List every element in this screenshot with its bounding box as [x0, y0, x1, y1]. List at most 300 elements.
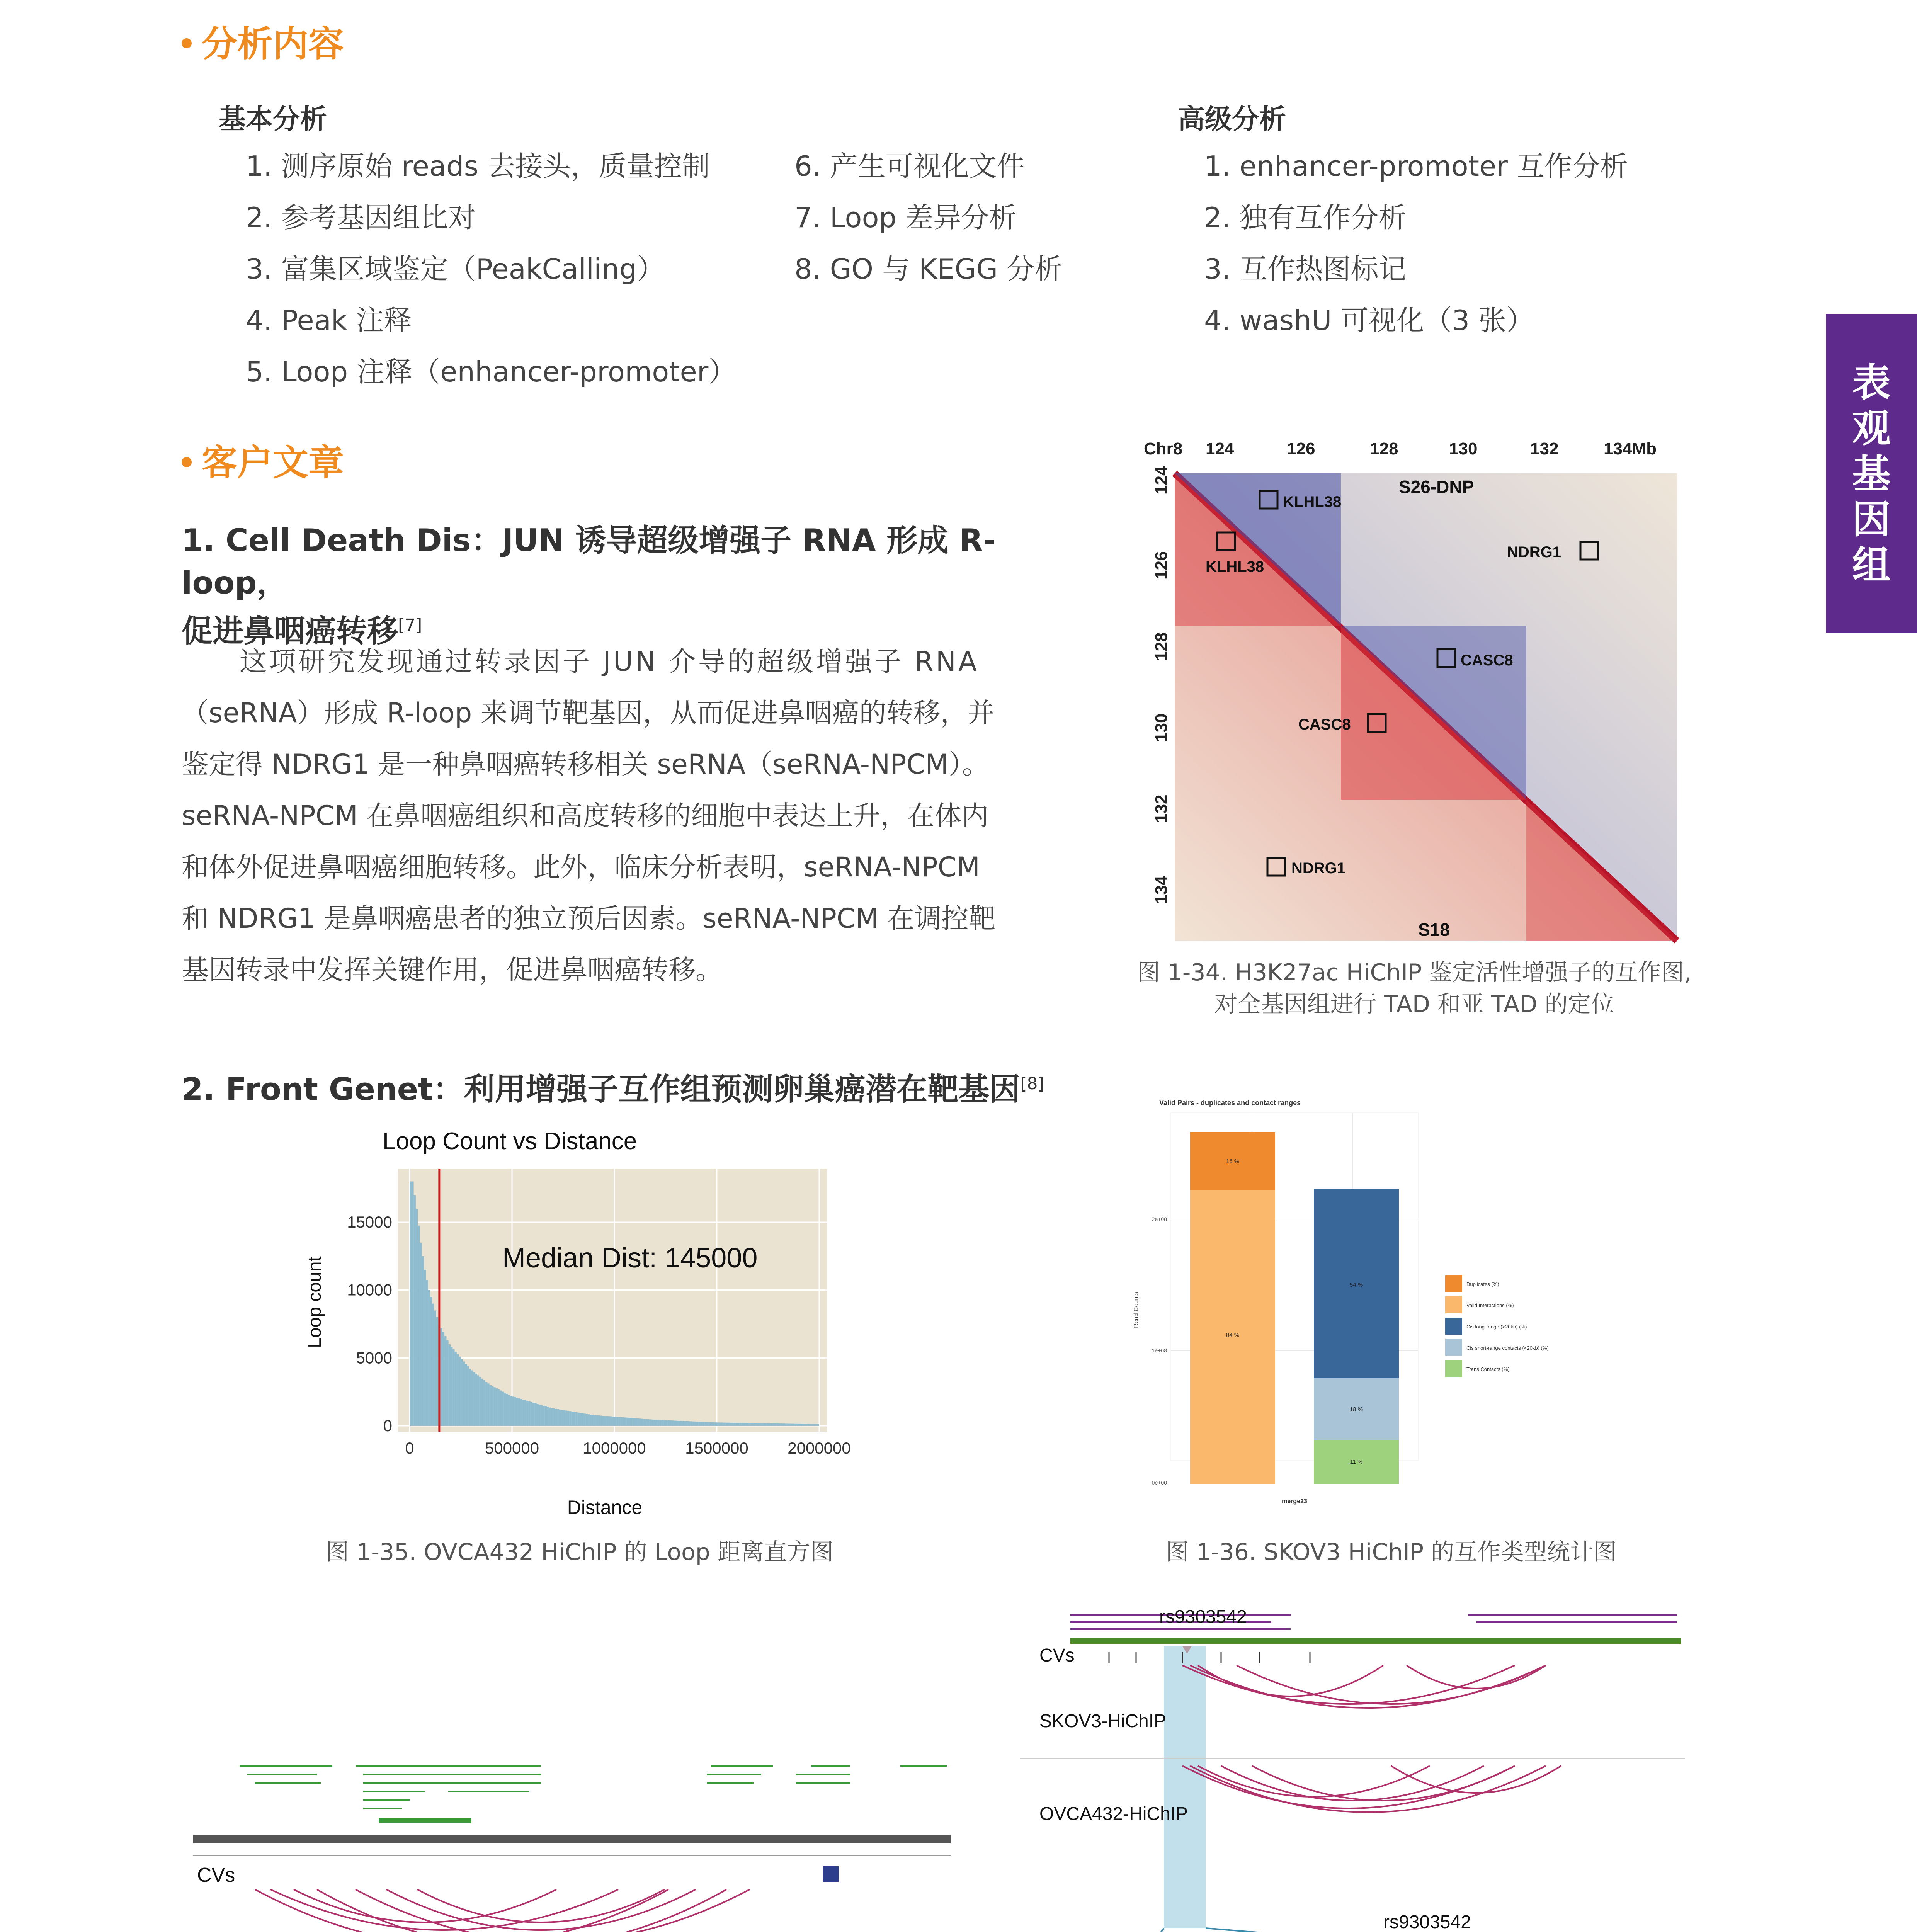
y-axis-label: Loop count [304, 1256, 325, 1348]
list-item: 6. 产生可视化文件 [794, 150, 1025, 182]
histogram-bar [485, 1382, 487, 1426]
histogram-bar [510, 1396, 512, 1426]
svg-text:0e+00: 0e+00 [1152, 1480, 1167, 1486]
histogram-bar [539, 1405, 541, 1426]
track-label-ovca432: OVCA432-HiChIP [1039, 1804, 1188, 1824]
histogram-bar [487, 1383, 489, 1426]
histogram-bar [623, 1417, 624, 1426]
histogram-bar [449, 1344, 451, 1426]
histogram-bar [670, 1420, 672, 1426]
histogram-bar [414, 1195, 416, 1426]
histogram-bar [475, 1374, 477, 1426]
svg-text:1e+08: 1e+08 [1152, 1347, 1167, 1354]
histogram-bar [794, 1424, 796, 1426]
histogram-bar [584, 1413, 586, 1426]
histogram-bar [801, 1424, 803, 1426]
svg-text:Chr8: Chr8 [1144, 439, 1183, 458]
histogram-bar [721, 1422, 723, 1426]
bullet-dot [182, 38, 192, 48]
histogram-bar [698, 1422, 700, 1426]
highlight-region [1164, 1646, 1206, 1928]
histogram-bar [580, 1413, 582, 1426]
histogram-bar [422, 1256, 424, 1426]
svg-text:124: 124 [1206, 439, 1234, 458]
histogram-bar [688, 1421, 690, 1426]
histogram-bar [789, 1424, 791, 1426]
histogram-bar [711, 1422, 713, 1426]
histogram-bar [645, 1419, 647, 1426]
histogram-bar [782, 1423, 784, 1426]
figure-1-35-caption: 图 1-35. OVCA432 HiChIP 的 Loop 距离直方图 [326, 1539, 833, 1566]
y-tick-labels [1152, 1216, 1167, 1486]
histogram-bar [709, 1422, 711, 1426]
histogram-bar [676, 1421, 678, 1426]
bar-label: 54 % [1349, 1282, 1363, 1288]
histogram-bar [604, 1416, 606, 1426]
histogram-bar [606, 1416, 608, 1426]
histogram-bar [575, 1412, 577, 1426]
histogram-bar [748, 1423, 750, 1426]
histogram-bar [594, 1415, 596, 1426]
histogram-bar [508, 1395, 510, 1426]
histogram-bar [559, 1410, 561, 1426]
histogram-bar [602, 1416, 604, 1426]
ovca432-loops [1182, 1766, 1561, 1812]
histogram-bar [608, 1416, 610, 1426]
histogram-bar [481, 1379, 483, 1426]
histogram-bar [479, 1377, 481, 1426]
histogram-bar [610, 1417, 612, 1426]
histogram-bar [690, 1421, 692, 1426]
histogram-bar [598, 1415, 600, 1426]
histogram-bar [762, 1423, 764, 1426]
y-tick-label: 5000 [356, 1349, 392, 1367]
basic-list-col1 [246, 141, 736, 398]
histogram-bar [682, 1421, 684, 1426]
histogram-bar [627, 1418, 629, 1426]
histogram-bar [719, 1422, 721, 1426]
histogram-bar [549, 1408, 551, 1426]
histogram-bar [467, 1366, 469, 1426]
legend [1445, 1275, 1549, 1377]
list-item: 5. Loop 注释（enhancer-promoter） [246, 355, 737, 388]
svg-text:CASC8: CASC8 [1298, 716, 1351, 733]
histogram-bar [416, 1209, 418, 1426]
histogram-bar [420, 1243, 422, 1426]
histogram-bar [473, 1372, 475, 1426]
histogram-bar [612, 1417, 614, 1426]
histogram-bar [436, 1317, 438, 1426]
svg-text:126: 126 [1287, 439, 1315, 458]
histogram-bar [459, 1357, 461, 1426]
histogram-bar [745, 1423, 747, 1426]
svg-text:130: 130 [1449, 439, 1478, 458]
histogram-bar [641, 1419, 643, 1426]
svg-text:NDRG1: NDRG1 [1291, 860, 1346, 877]
lower-sample-label: S18 [1418, 920, 1450, 940]
list-item: 1. 测序原始 reads 去接头，质量控制 [246, 150, 710, 182]
svg-text:NDRG1: NDRG1 [1507, 544, 1561, 561]
histogram-bar [516, 1398, 518, 1426]
histogram-bar [735, 1423, 737, 1426]
svg-text:128: 128 [1370, 439, 1398, 458]
histogram-bar [493, 1387, 495, 1426]
histogram-bar [764, 1423, 766, 1426]
histogram-bar [756, 1423, 758, 1426]
bar-label: 16 % [1226, 1158, 1240, 1165]
histogram-bar [784, 1423, 786, 1426]
histogram-bar [531, 1402, 532, 1426]
histogram-bar [743, 1423, 745, 1426]
histogram-bar [660, 1420, 662, 1426]
histogram-bar [541, 1405, 543, 1426]
histogram-bar [776, 1423, 778, 1426]
y-tick-labels [347, 1213, 392, 1435]
histogram-bar [703, 1422, 704, 1426]
histogram-bar [619, 1417, 621, 1426]
histogram-bar [704, 1422, 706, 1426]
chart-title: Valid Pairs - duplicates and contact ranges [1159, 1099, 1301, 1107]
list-item: 2. 参考基因组比对 [246, 201, 476, 234]
histogram-bar [545, 1406, 547, 1426]
reference-mark: [7] [398, 616, 422, 635]
histogram-bar [502, 1391, 504, 1426]
histogram-bar [500, 1391, 502, 1426]
histogram-bar [573, 1412, 575, 1426]
histogram-bar [426, 1280, 428, 1426]
histogram-bar [596, 1415, 598, 1426]
histogram-bar [791, 1424, 793, 1426]
figure-1-34-heatmap [1140, 440, 1689, 958]
histogram-bar [629, 1418, 631, 1426]
histogram-bar [412, 1182, 413, 1426]
histogram-bar [723, 1423, 725, 1426]
histogram-bar [635, 1418, 637, 1426]
histogram-bar [696, 1422, 698, 1426]
histogram-bar [686, 1421, 688, 1426]
svg-text:Valid Interactions (%): Valid Interactions (%) [1466, 1303, 1514, 1308]
svg-text:Trans Contacts (%): Trans Contacts (%) [1466, 1366, 1510, 1372]
histogram-bar [772, 1423, 774, 1426]
list-item: 4. washU 可视化（3 张） [1204, 304, 1534, 337]
histogram-bar [441, 1328, 442, 1426]
histogram-bar [451, 1347, 452, 1426]
histogram-bar [752, 1423, 754, 1426]
advanced-analysis-heading: 高级分析 [1178, 103, 1286, 135]
svg-text:132: 132 [1152, 794, 1171, 823]
histogram-bar [461, 1359, 463, 1426]
histogram-bar [465, 1364, 467, 1426]
histogram-bar [666, 1420, 668, 1426]
histogram-bar [471, 1371, 473, 1426]
svg-text:Duplicates (%): Duplicates (%) [1466, 1281, 1499, 1287]
basic-analysis-heading: 基本分析 [219, 103, 327, 135]
histogram-bar [469, 1369, 471, 1426]
histogram-bar [600, 1416, 602, 1426]
histogram-bar [742, 1423, 743, 1426]
side-tab-epigenome: 表 观 基 因 组 [1826, 314, 1917, 633]
histogram-bar [524, 1400, 526, 1426]
histogram-bar [588, 1414, 590, 1426]
histogram-bar [809, 1424, 811, 1426]
skov3-loops [255, 1889, 750, 1932]
histogram-bar [410, 1182, 412, 1426]
y-tick-label: 10000 [347, 1281, 392, 1299]
histogram-bar [432, 1304, 434, 1426]
histogram-bar [733, 1423, 735, 1426]
histogram-bar [729, 1423, 731, 1426]
histogram-bar [512, 1396, 514, 1426]
histogram-bar [813, 1424, 815, 1426]
histogram-bar [452, 1349, 454, 1426]
histogram-bar [496, 1388, 498, 1426]
histogram-bar [707, 1422, 709, 1426]
histogram-bar [504, 1393, 506, 1426]
histogram-bar [430, 1297, 432, 1426]
bar-label: 11 % [1350, 1459, 1363, 1465]
histogram-bar [532, 1403, 534, 1426]
histogram-bar [760, 1423, 762, 1426]
list-item: 1. enhancer-promoter 互作分析 [1204, 150, 1628, 182]
histogram-bar [551, 1408, 553, 1426]
histogram-bar [428, 1290, 430, 1426]
svg-text:Cis short-range contacts (<20k: Cis short-range contacts (<20kb) (%) [1466, 1345, 1549, 1351]
bar-label: 18 % [1349, 1406, 1363, 1413]
histogram-bar [483, 1380, 485, 1426]
histogram-bar [805, 1424, 807, 1426]
histogram-bar [621, 1417, 623, 1426]
snp-label: rs9303542 [1159, 1607, 1247, 1627]
x-tick-label: 0 [405, 1439, 414, 1457]
histogram-bar [557, 1409, 559, 1426]
histogram-bar [807, 1424, 809, 1426]
histogram-bar [786, 1423, 788, 1426]
histogram-bar [424, 1270, 426, 1426]
list-item: 4. Peak 注释 [246, 304, 412, 337]
svg-text:130: 130 [1152, 713, 1171, 742]
histogram-bar [616, 1417, 618, 1426]
list-item: 2. 独有互作分析 [1204, 201, 1407, 234]
section-title-articles: 客户文章 [182, 434, 344, 485]
histogram-bar [637, 1418, 639, 1426]
svg-text:2e+08: 2e+08 [1152, 1216, 1167, 1222]
top-axis-labels [1144, 439, 1657, 458]
svg-text:132: 132 [1530, 439, 1559, 458]
histogram-bar [514, 1397, 516, 1426]
histogram-bar [651, 1420, 653, 1426]
cvs-marks [1109, 1652, 1310, 1663]
figure-1-35-histogram [286, 1124, 851, 1530]
histogram-bar [555, 1409, 557, 1426]
histogram-bar [434, 1310, 436, 1426]
histogram-bar [649, 1419, 651, 1426]
histogram-bar [492, 1386, 493, 1426]
histogram-bar [694, 1422, 696, 1426]
y-tick-label: 15000 [347, 1213, 392, 1231]
track-label-skov3: SKOV3-HiChIP [1039, 1711, 1167, 1731]
histogram-bar [567, 1411, 569, 1426]
histogram-bar [797, 1424, 799, 1426]
histogram-bar [444, 1336, 446, 1426]
section-title-analysis: 分析内容 [182, 15, 344, 66]
histogram-bar [815, 1424, 817, 1426]
svg-text:134Mb: 134Mb [1604, 439, 1657, 458]
histogram-bar [713, 1422, 714, 1426]
histogram-bar [653, 1420, 655, 1426]
median-annotation: Median Dist: 145000 [502, 1243, 758, 1274]
histogram-bar [684, 1421, 686, 1426]
histogram-bar [569, 1411, 571, 1426]
x-tick-label: 1500000 [685, 1439, 748, 1457]
y-axis-label: Read Counts [1133, 1292, 1140, 1328]
histogram-bar [522, 1400, 524, 1426]
histogram-bar [528, 1401, 530, 1426]
histogram-bar [418, 1226, 420, 1426]
histogram-bar [672, 1420, 674, 1426]
histogram-bar [717, 1422, 719, 1426]
histogram-bar [643, 1419, 645, 1426]
histogram-bar [537, 1404, 539, 1426]
x-axis-label: Distance [567, 1497, 643, 1518]
figure-1-38-browser [1020, 1604, 1685, 1932]
histogram-bar [662, 1420, 663, 1426]
histogram-bar [803, 1424, 805, 1426]
histogram-bar [639, 1418, 641, 1426]
histogram-bar [614, 1417, 616, 1426]
article1-title: 1. Cell Death Dis：JUN 诱导超级增强子 RNA 形成 R-loop， 促进鼻咽癌转移[7] [182, 522, 996, 649]
histogram-bar [766, 1423, 768, 1426]
histogram-bar [678, 1421, 680, 1426]
histogram-bar [565, 1410, 567, 1426]
advanced-list [1204, 141, 1628, 346]
histogram-bar [572, 1412, 573, 1426]
histogram-bar [774, 1423, 776, 1426]
svg-text:KLHL38: KLHL38 [1283, 493, 1342, 510]
bullet-dot [182, 457, 192, 467]
svg-text:CASC8: CASC8 [1461, 652, 1513, 669]
histogram-bar [731, 1423, 733, 1426]
x-tick-label: 1000000 [583, 1439, 646, 1457]
histogram-bar [811, 1424, 813, 1426]
x-tick-label: 2000000 [788, 1439, 851, 1457]
histogram-bar [692, 1422, 694, 1426]
histogram-bar [586, 1414, 588, 1426]
bar-label: 84 % [1226, 1332, 1240, 1338]
figure-1-36-caption: 图 1-36. SKOV3 HiChIP 的互作类型统计图 [1165, 1539, 1617, 1566]
list-item: 8. GO 与 KEGG 分析 [794, 253, 1063, 285]
chromosome-ruler [193, 1835, 951, 1843]
histogram-bar [590, 1415, 592, 1426]
histogram-bar [647, 1419, 649, 1426]
x-tick-label: 500000 [485, 1439, 539, 1457]
chart-title: Loop Count vs Distance [383, 1128, 637, 1155]
histogram-bar [442, 1332, 444, 1426]
snp-label-zoom: rs9303542 [1383, 1912, 1471, 1932]
histogram-bar [780, 1423, 782, 1426]
x-tick-labels [405, 1439, 850, 1457]
histogram-bar [526, 1401, 528, 1426]
svg-text:128: 128 [1152, 632, 1171, 661]
figure-1-34-caption: 图 1-34. H3K27ac HiChIP 鉴定活性增强子的互作图, 对全基因组进行 TAD 和亚 TAD 的定位 [1137, 959, 1692, 1018]
histogram-bar [768, 1423, 770, 1426]
histogram-bar [799, 1424, 801, 1426]
x-axis-label: merge23 [1282, 1498, 1307, 1505]
histogram-bar [663, 1420, 665, 1426]
histogram-bar [680, 1421, 682, 1426]
histogram-bar [518, 1398, 520, 1426]
histogram-bar [446, 1340, 448, 1426]
histogram-bar [715, 1422, 717, 1426]
histogram-bar [725, 1423, 727, 1426]
track-label-cvs: CVs [197, 1864, 235, 1886]
list-item: 7. Loop 差异分析 [794, 201, 1017, 234]
histogram-bar [793, 1424, 794, 1426]
histogram-bar [582, 1413, 583, 1426]
histogram-bar [625, 1417, 627, 1426]
svg-text:KLHL38: KLHL38 [1206, 558, 1264, 575]
upper-sample-label: S26-DNP [1399, 477, 1474, 497]
y-tick-label: 0 [383, 1417, 392, 1435]
histogram-bar [633, 1418, 635, 1426]
histogram-bar [477, 1375, 479, 1426]
histogram-bar [657, 1420, 659, 1426]
histogram-bar [778, 1423, 780, 1426]
article2-title: 2. Front Genet：利用增强子互作组预测卵巢癌潜在靶基因[8] [182, 1071, 1044, 1107]
cvs-marks [823, 1866, 839, 1882]
histogram-bar [561, 1410, 563, 1426]
histogram-bar [817, 1424, 819, 1426]
histogram-bar [520, 1399, 522, 1426]
figure-1-37-browser [193, 1754, 951, 1932]
histogram-bar [655, 1420, 657, 1426]
histogram-bar [674, 1421, 676, 1426]
left-axis-labels [1152, 466, 1171, 904]
histogram-bar [727, 1423, 729, 1426]
svg-text:126: 126 [1152, 551, 1171, 580]
histogram-bar [701, 1422, 703, 1426]
histogram-bar [498, 1389, 500, 1426]
histogram-bar [563, 1410, 565, 1426]
skov3-loops [1182, 1665, 1546, 1708]
histogram-bar [668, 1420, 670, 1426]
track-label-cvs: CVs [1039, 1645, 1075, 1666]
histogram-bar [578, 1413, 580, 1426]
list-item: 3. 富集区域鉴定（PeakCalling） [246, 253, 665, 285]
histogram-bar [490, 1385, 492, 1426]
histogram-bar [534, 1403, 536, 1426]
gene-bar [1070, 1638, 1681, 1644]
histogram-bar [737, 1423, 739, 1426]
histogram-bar [553, 1408, 555, 1426]
histogram-bar [455, 1352, 457, 1426]
histogram-bar [543, 1406, 545, 1426]
article1-paragraph: 这项研究发现通过转录因子 JUN 介导的超级增强子 RNA （seRNA）形成 R-loop 来调节靶基因，从而促进鼻咽癌的转移，并 鉴定得 NDRG1 是一种鼻咽癌转移相关 seRNA（seRNA-NPCM）。 seRNA-NPCM 在鼻咽癌组织和高度转移的细胞中表达上升，在体内 和体外促进鼻咽癌细胞转移。此外，临床分析表明，seRNA-NPCM 和 NDRG1 是鼻咽癌患者的独立预后因素。seRNA-NPCM 在调控靶 基因转录中发挥关键作用，促进鼻咽癌转移。 [182, 646, 996, 986]
histogram-bar [463, 1361, 465, 1426]
histogram-bar [631, 1418, 633, 1426]
histogram-bar [457, 1354, 459, 1426]
histogram-bar [758, 1423, 760, 1426]
histogram-bar [770, 1423, 772, 1426]
histogram-bar [754, 1423, 755, 1426]
histogram-bar [547, 1407, 549, 1426]
reference-mark: [8] [1020, 1074, 1044, 1094]
svg-text:124: 124 [1152, 466, 1171, 495]
svg-text:134: 134 [1152, 876, 1171, 904]
figure-1-36-stacked-bar [1105, 1094, 1553, 1507]
histogram-bar [592, 1415, 594, 1426]
histogram-bar [750, 1423, 752, 1426]
histogram-bar [739, 1423, 741, 1426]
